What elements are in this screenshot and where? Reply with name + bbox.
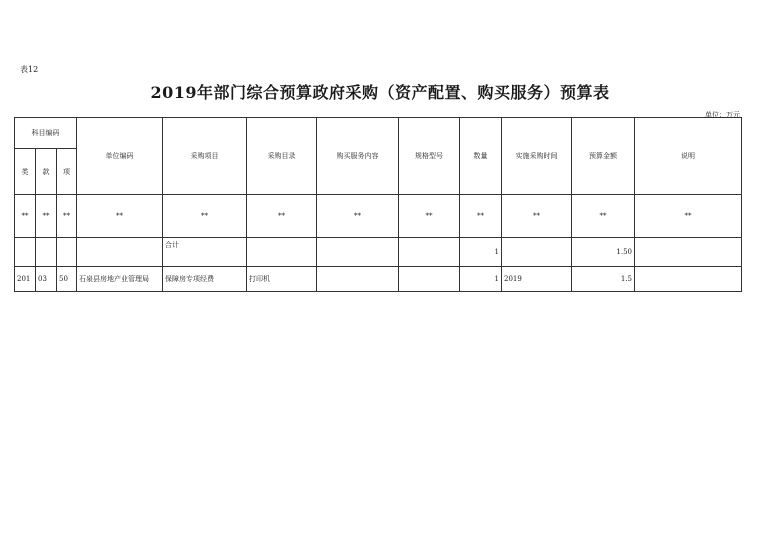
row-time: 2019	[502, 267, 572, 292]
table-row	[15, 267, 742, 292]
header-subject-code: 科目编码	[15, 118, 77, 149]
row-catalog: 打印机	[247, 267, 317, 292]
row-kuan: 03	[36, 267, 57, 292]
row-budget: 1.5	[572, 267, 635, 292]
header-project: 采购项目	[163, 118, 247, 195]
total-quantity: 1	[460, 238, 502, 267]
star-cell: **	[572, 195, 635, 238]
unit-label: 单位：万元	[705, 111, 740, 119]
total-row	[15, 238, 742, 267]
document-title: 2019年部门综合预算政府采购（资产配置、购买服务）预算表	[150, 83, 610, 102]
row-lei: 201	[15, 267, 36, 292]
header-budget: 预算金额	[572, 118, 635, 195]
header-spec: 规格型号	[399, 118, 460, 195]
header-service-content: 购买服务内容	[317, 118, 399, 195]
header-catalog: 采购目录	[247, 118, 317, 195]
row-xiang: 50	[57, 267, 77, 292]
row-project: 保障房专项经费	[163, 267, 247, 292]
star-cell: **	[635, 195, 742, 238]
row-quantity: 1	[460, 267, 502, 292]
header-quantity: 数量	[460, 118, 502, 195]
star-cell: **	[57, 195, 77, 238]
header-time: 实施采购时间	[502, 118, 572, 195]
total-label: 合计	[163, 238, 247, 267]
star-cell: **	[460, 195, 502, 238]
row-spec	[399, 267, 460, 292]
header-unit-code: 单位编码	[77, 118, 163, 195]
star-cell: **	[247, 195, 317, 238]
star-row	[15, 195, 742, 238]
header-note: 说明	[635, 118, 742, 195]
star-cell: **	[15, 195, 36, 238]
star-cell: **	[163, 195, 247, 238]
table-number: 表12	[20, 65, 39, 74]
header-kuan: 款	[36, 149, 57, 195]
row-note	[635, 267, 742, 292]
total-budget: 1.50	[572, 238, 635, 267]
star-cell: **	[399, 195, 460, 238]
budget-table	[14, 117, 742, 292]
row-service-content	[317, 267, 399, 292]
row-unit-code: 石泉县房地产业管理局	[77, 267, 163, 292]
header-lei: 类	[15, 149, 36, 195]
star-cell: **	[317, 195, 399, 238]
star-cell: **	[77, 195, 163, 238]
header-row-1	[15, 118, 742, 149]
header-xiang: 项	[57, 149, 77, 195]
star-cell: **	[502, 195, 572, 238]
star-cell: **	[36, 195, 57, 238]
